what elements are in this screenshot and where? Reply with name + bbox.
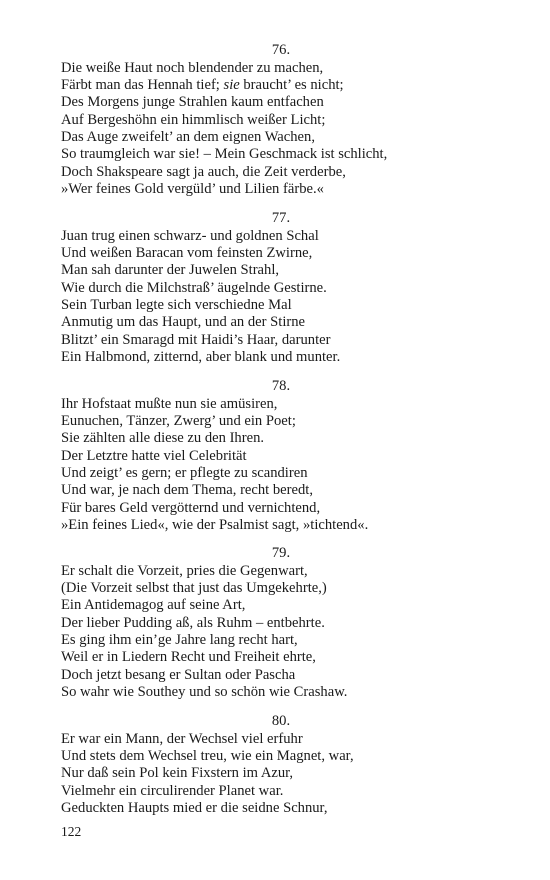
stanza-number: 77. [271,210,291,226]
verse-line: Eunuchen, Tänzer, Zwerg’ und ein Poet; [61,413,296,430]
stanza-80 [61,713,501,817]
emphasis-word: sie [223,77,240,94]
verse-line: Die weiße Haut noch blendender zu machen, [61,59,324,76]
verse-line: Blitzt’ ein Smaragd mit Haidi’s Haar, darunter [61,331,331,348]
verse-line: So wahr wie Southey und so schön wie Crashaw. [61,683,348,700]
stanza-number: 76. [271,42,291,58]
verse-line: Auf Bergeshöhn ein himmlisch weißer Licht; [61,111,326,128]
verse-line: Er schalt die Vorzeit, pries die Gegenwart, [61,562,308,579]
stanza-79 [61,545,501,701]
verse-line: »Ein feines Lied«, wie der Psalmist sagt, »tichtend«. [61,516,369,533]
stanza-76 [61,42,501,198]
verse-line: Nur daß sein Pol kein Fixstern im Azur, [61,765,294,782]
verse-line: Ein Halbmond, zitternd, aber blank und munter. [61,348,341,365]
verse-line: Und zeigt’ es gern; er pflegte zu scandiren [61,464,308,481]
verse-line: Sein Turban legte sich verschiedne Mal [61,296,292,313]
verse-line: Und weißen Baracan vom feinsten Zwirne, [61,245,313,262]
verse-line: Vielmehr ein circulirender Planet war. [61,782,284,799]
verse-line: Wie durch die Milchstraß’ äugelnde Gestirne. [61,279,327,296]
verse-line-part: Färbt man das Hennah tief; [61,77,224,94]
verse-line: Doch Shakspeare sagt ja auch, die Zeit verderbe, [61,163,346,180]
verse-line: Ein Antidemagog auf seine Art, [61,597,246,614]
verse-line: Der lieber Pudding aß, als Ruhm – entbehrte. [61,614,325,631]
verse-line: Des Morgens junge Strahlen kaum entfachen [61,94,324,111]
verse-line: Weil er in Liedern Recht und Freiheit ehrte, [61,649,316,666]
verse-line-part: braucht’ es nicht; [239,77,344,94]
verse-line: Sie zählten alle diese zu den Ihren. [61,430,265,447]
stanza-77 [61,210,501,366]
stanza-number: 80. [271,713,291,729]
verse-line [61,77,501,94]
verse-line: Anmutig um das Haupt, und an der Stirne [61,314,306,331]
verse-line: Und war, je nach dem Thema, recht beredt, [61,482,313,499]
verse-line: Es ging ihm ein’ge Jahre lang recht hart, [61,631,298,648]
page-number: 122 [61,824,82,839]
verse-line: Geduckten Haupts mied er die seidne Schnur, [61,799,328,816]
verse-line: Ihr Hofstaat mußte nun sie amüsiren, [61,395,278,412]
verse-line: Doch jetzt besang er Sultan oder Pascha [61,666,296,683]
verse-line: Das Auge zweifelt’ an dem eignen Wachen, [61,128,315,145]
stanza-78 [61,378,501,534]
stanza-number: 78. [271,378,291,394]
verse-line: (Die Vorzeit selbst that just das Umgekehrte,) [61,580,327,597]
verse-line: Er war ein Mann, der Wechsel viel erfuhr [61,730,303,747]
verse-line: Der Letztre hatte viel Celebrität [61,447,247,464]
verse-line: Juan trug einen schwarz- und goldnen Schal [61,227,319,244]
verse-line: Für bares Geld vergötternd und vernichtend, [61,499,321,516]
verse-line: Und stets dem Wechsel treu, wie ein Magnet, war, [61,748,354,765]
verse-line: »Wer feines Gold vergüld’ und Lilien färbe.« [61,180,324,197]
verse-line: Man sah darunter der Juwelen Strahl, [61,262,280,279]
stanza-number: 79. [271,545,291,561]
verse-line: So traumgleich war sie! – Mein Geschmack ist schlicht, [61,146,388,163]
